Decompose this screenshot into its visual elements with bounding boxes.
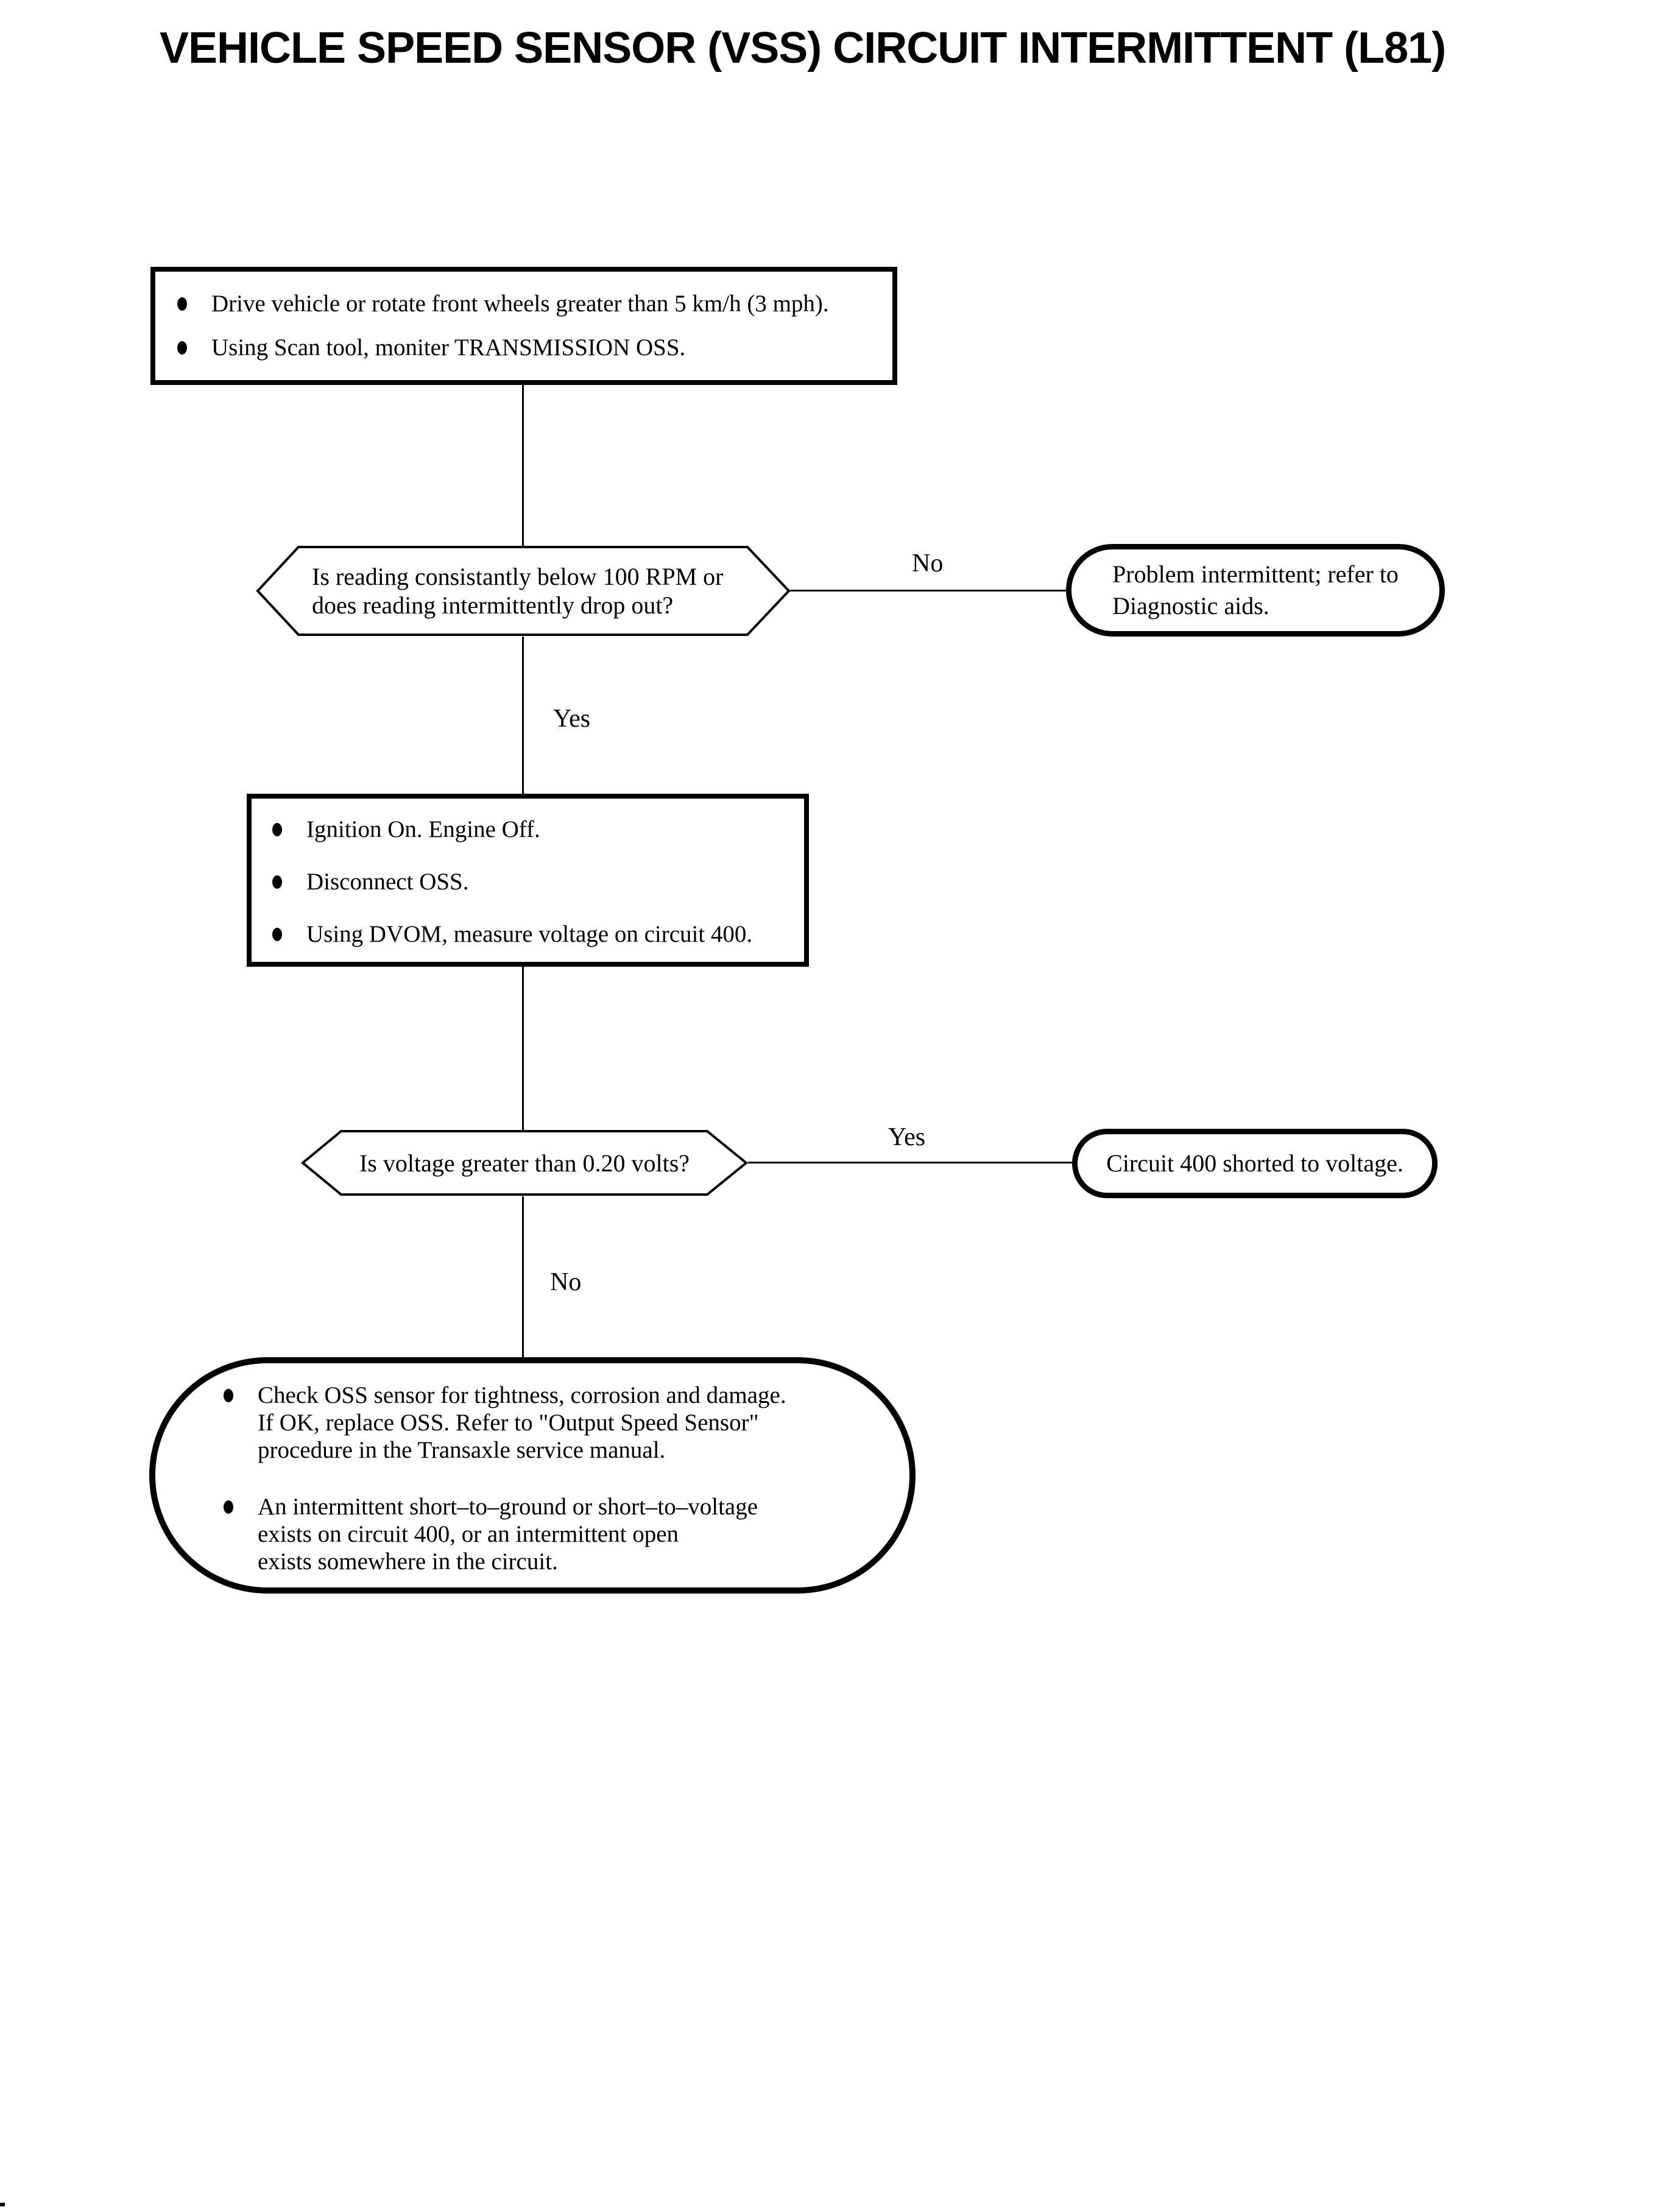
bullet-item	[177, 334, 892, 362]
edge-label-yes: Yes	[553, 705, 591, 733]
page-title: VEHICLE SPEED SENSOR (VSS) CIRCUIT INTERMITTENT (L81)	[160, 24, 1446, 72]
decision-question	[301, 1129, 748, 1196]
bullet-item	[272, 816, 804, 844]
bullet-icon	[224, 1389, 233, 1402]
terminal-text-line: If OK, replace OSS. Refer to "Output Speed Sensor"	[258, 1410, 759, 1436]
terminal-text-line: Diagnostic aids.	[1112, 592, 1269, 620]
terminal-check-oss-sensor	[149, 1357, 916, 1594]
bullet-item	[224, 1493, 909, 1575]
scan-speck	[0, 2203, 5, 2206]
bullet-item	[177, 290, 892, 318]
connector-decision2-to-terminal3	[522, 1196, 524, 1358]
terminal-text-line: Circuit 400 shorted to voltage.	[1106, 1149, 1403, 1177]
terminal-bullet-text	[258, 1493, 758, 1575]
edge-label-no: No	[912, 549, 944, 577]
step-text: Disconnect OSS.	[306, 869, 469, 895]
terminal-text-line: Check OSS sensor for tightness, corrosion and damage.	[258, 1382, 786, 1408]
connector-decision2-to-terminal2	[748, 1162, 1072, 1163]
terminal-bullet-text	[258, 1382, 786, 1464]
bullet-icon	[272, 875, 282, 889]
terminal-text-line: Problem intermittent; refer to	[1112, 560, 1399, 588]
step-box-ignition-on	[247, 794, 809, 967]
connector-decision1-to-step2	[522, 637, 524, 794]
bullet-item	[224, 1382, 909, 1464]
connector-step2-to-decision2	[522, 967, 524, 1131]
bullet-icon	[272, 928, 282, 941]
connector-decision1-to-terminal1	[790, 590, 1069, 591]
decision-question-line: does reading intermittently drop out?	[312, 591, 674, 619]
terminal-problem-intermittent	[1066, 544, 1445, 637]
decision-reading-below-100rpm	[256, 545, 791, 637]
decision-question-line: Is voltage greater than 0.20 volts?	[359, 1149, 690, 1177]
step-text: Using DVOM, measure voltage on circuit 400.	[306, 921, 753, 947]
decision-question	[256, 545, 791, 637]
step-text: Ignition On. Engine Off.	[306, 816, 540, 842]
bullet-item	[272, 868, 804, 896]
terminal-circuit-shorted	[1072, 1129, 1438, 1198]
bullet-icon	[272, 823, 282, 836]
step-box-drive-vehicle	[150, 267, 897, 385]
step-text: Using Scan tool, moniter TRANSMISSION OSS.	[211, 334, 686, 361]
terminal-text-line: An intermittent short–to–ground or short–to–voltage	[258, 1494, 758, 1520]
bullet-icon	[224, 1500, 233, 1514]
terminal-text-line: exists somewhere in the circuit.	[258, 1548, 558, 1575]
edge-label-yes: Yes	[888, 1123, 926, 1151]
bullet-icon	[177, 297, 187, 311]
decision-voltage-greater	[301, 1129, 748, 1196]
bullet-icon	[177, 341, 187, 355]
connector-step1-to-decision1	[522, 385, 524, 547]
terminal-text-line: exists on circuit 400, or an intermittent open	[258, 1521, 679, 1547]
decision-question-line: Is reading consistantly below 100 RPM or	[312, 563, 724, 590]
bullet-item	[272, 920, 804, 948]
terminal-text-line: procedure in the Transaxle service manual.	[258, 1437, 666, 1463]
terminal-text	[1112, 559, 1399, 622]
edge-label-no: No	[550, 1268, 582, 1296]
step-text: Drive vehicle or rotate front wheels greater than 5 km/h (3 mph).	[211, 291, 829, 317]
terminal-text	[1106, 1148, 1403, 1179]
